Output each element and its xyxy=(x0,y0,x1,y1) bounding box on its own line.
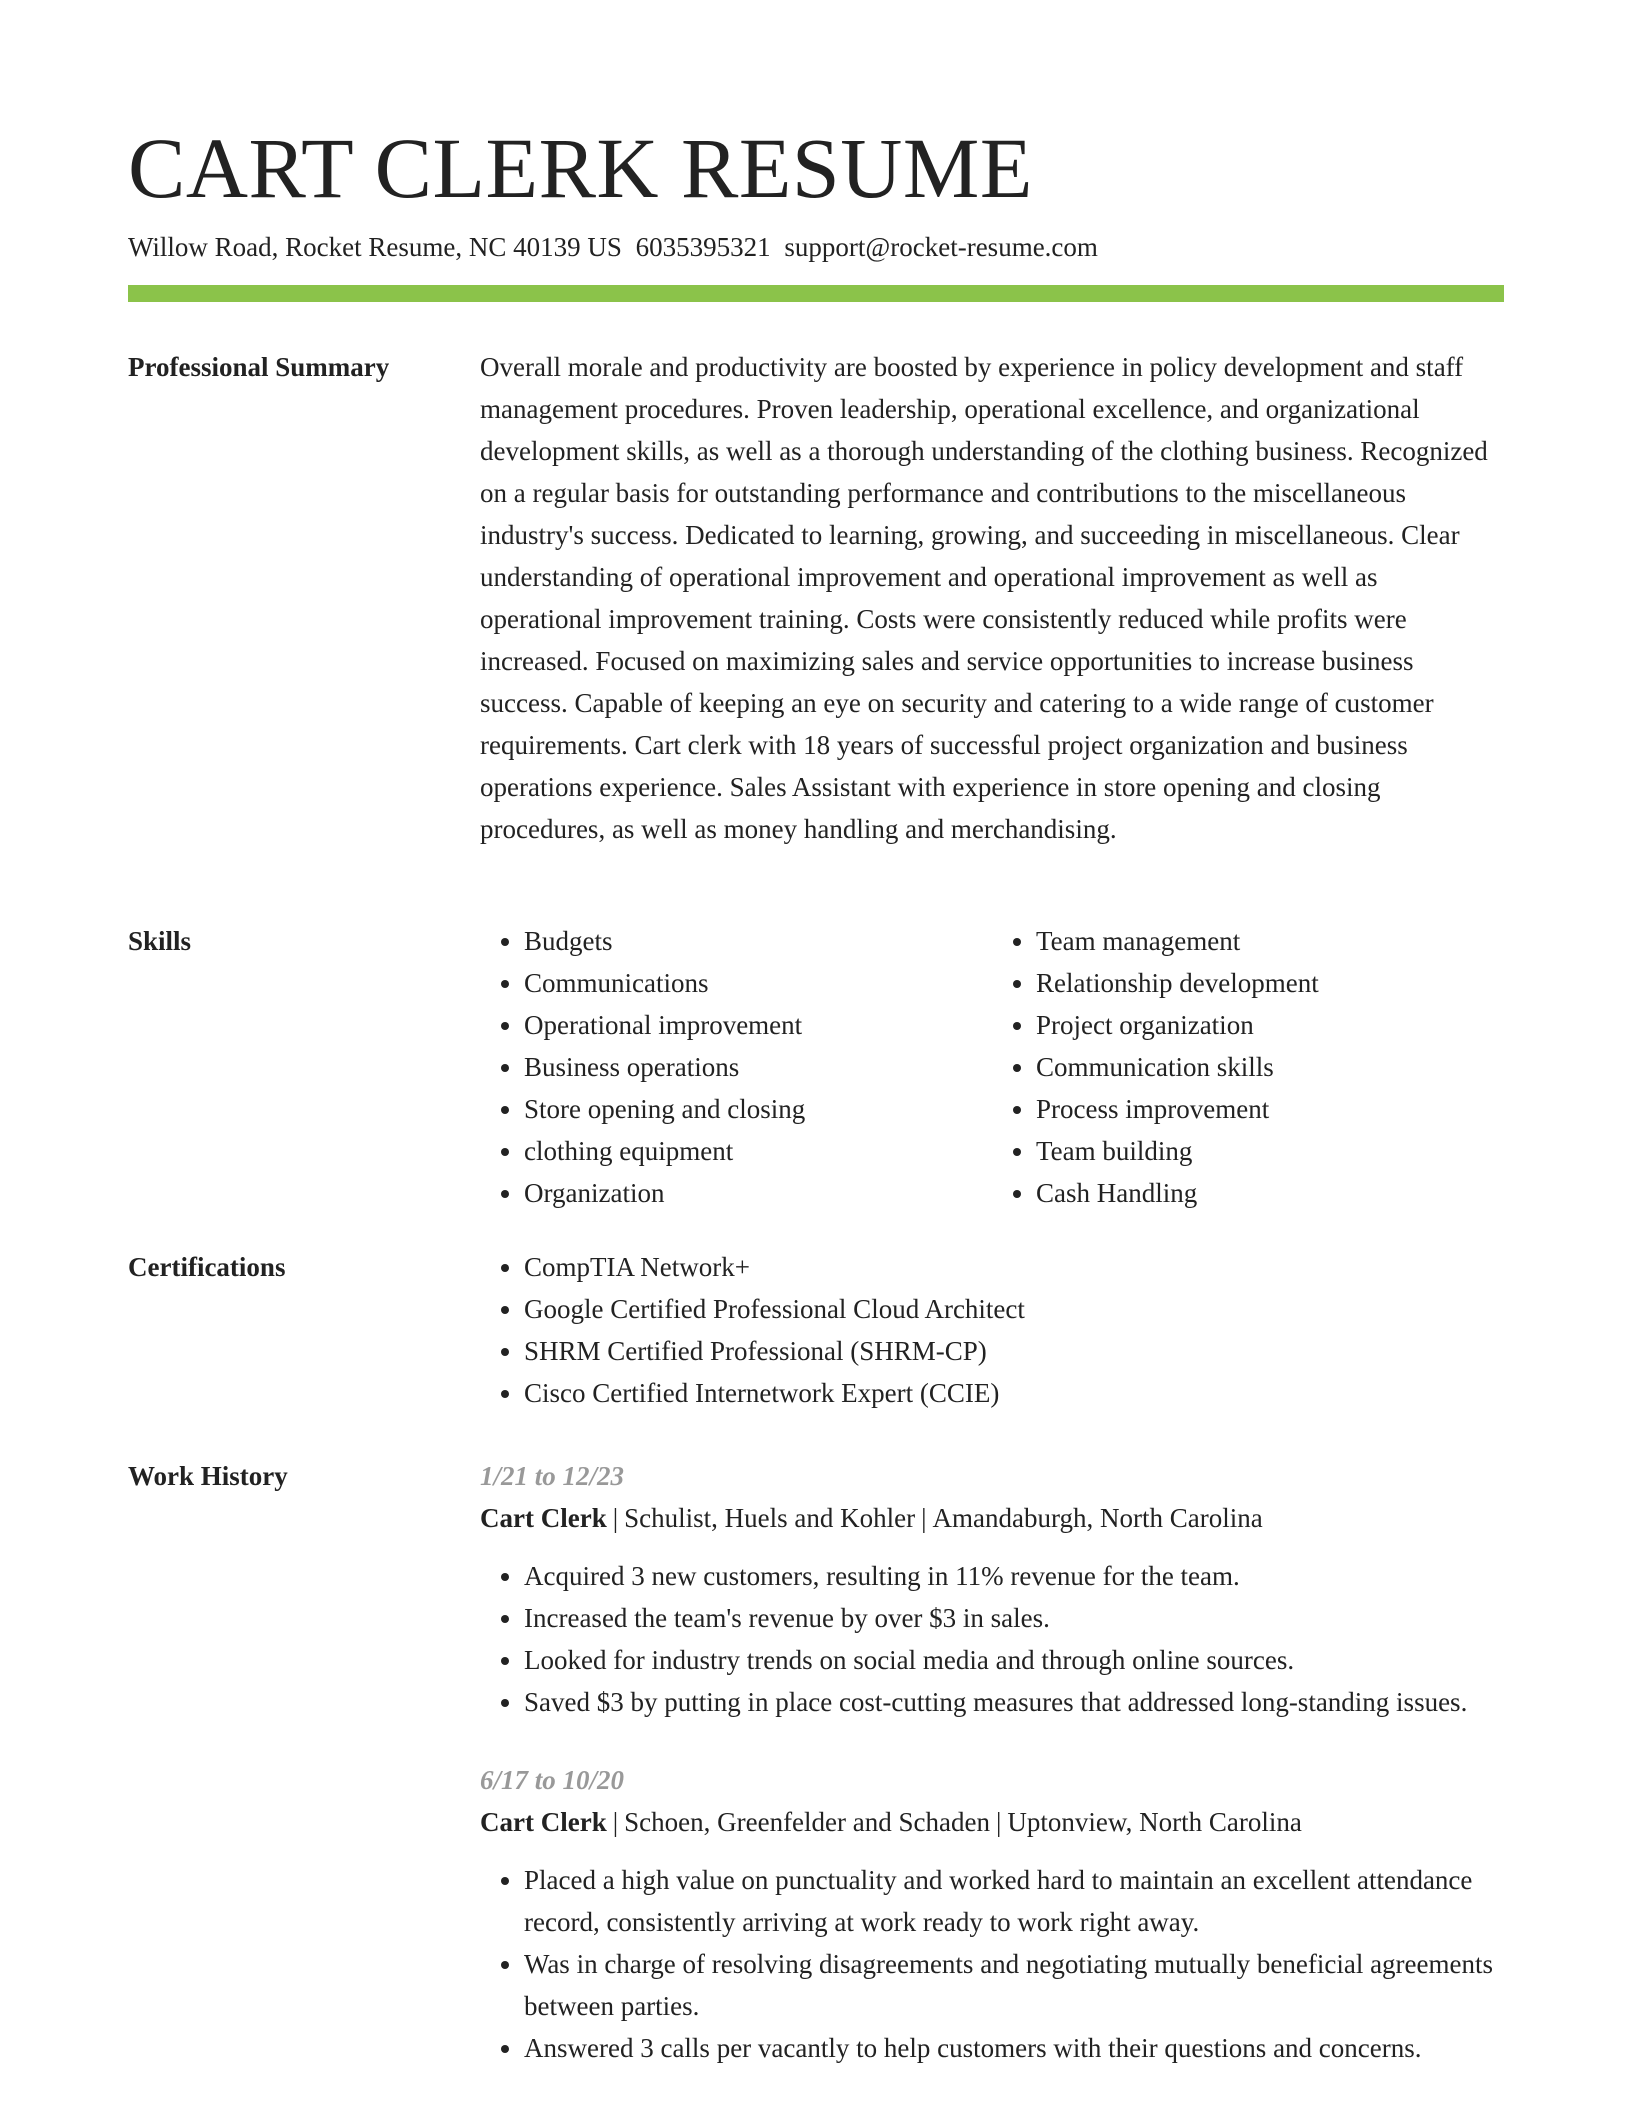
skill-item: • Cash Handling xyxy=(1036,1172,1504,1214)
certification-item: • CompTIA Network+ xyxy=(524,1246,1504,1288)
skill-item: • Operational improvement xyxy=(524,1004,992,1046)
job-dates: 1/21 to 12/23 xyxy=(480,1461,625,1491)
skill-item: • Business operations xyxy=(524,1046,992,1088)
work-history-heading: Work History xyxy=(128,1461,288,1491)
job-bullet: • Placed a high value on punctuality and worked hard to maintain an excellent attendance record, consistently arriving at work ready to work right away. xyxy=(524,1859,1504,1943)
skill-item: • Budgets xyxy=(524,920,992,962)
resume-title: CART CLERK RESUME xyxy=(128,120,1033,216)
job-bullets xyxy=(480,1859,1504,2069)
job-entry xyxy=(480,1455,1504,1723)
skill-item: • Team building xyxy=(1036,1130,1504,1172)
certification-item: • Google Certified Professional Cloud Architect xyxy=(524,1288,1504,1330)
job-heading: Cart Clerk | Schulist, Huels and Kohler | Amandaburgh, North Carolina xyxy=(480,1503,1263,1533)
certifications-heading: Certifications xyxy=(128,1252,286,1282)
resume-header xyxy=(128,118,1504,264)
accent-divider xyxy=(128,285,1504,302)
job-company: Schulist, Huels and Kohler xyxy=(624,1503,916,1533)
skills-list-right xyxy=(992,920,1504,1214)
job-company: Schoen, Greenfelder and Schaden xyxy=(624,1807,990,1837)
skill-item: • Team management xyxy=(1036,920,1504,962)
skill-item: • Project organization xyxy=(1036,1004,1504,1046)
job-location: Amandaburgh, North Carolina xyxy=(932,1503,1263,1533)
job-title: Cart Clerk xyxy=(480,1503,607,1533)
skill-item: • Organization xyxy=(524,1172,992,1214)
skill-item: • Communication skills xyxy=(1036,1046,1504,1088)
summary-text: Overall morale and productivity are boosted by experience in policy development and staff management procedures. Proven leadership, operational excellence, and organizational development skills, as well as a thorough understanding of the clothing business. Recognized on a regular basis for outstanding performance and contributions to the miscellaneous industry's success. Dedicated to learning, growing, and succeeding in miscellaneous. Clear understanding of operational improvement and operational improvement as well as operational improvement training. Costs were consistently reduced while profits were increased. Focused on maximizing sales and service opportunities to increase business success. Capable of keeping an eye on security and catering to a wide range of customer requirements. Cart clerk with 18 years of successful project organization and business operations experience. Sales Assistant with experience in store opening and closing procedures, as well as money handling and merchandising. xyxy=(480,352,1488,844)
skills-heading: Skills xyxy=(128,926,192,956)
job-bullet: • Increased the team's revenue by over $3 in sales. xyxy=(524,1597,1504,1639)
job-bullet: • Answered 3 calls per vacantly to help customers with their questions and concerns. xyxy=(524,2027,1504,2069)
contact-email: support@rocket-resume.com xyxy=(784,232,1098,262)
job-bullet: • Saved $3 by putting in place cost-cutting measures that addressed long-standing issues. xyxy=(524,1681,1504,1723)
skill-item: • Process improvement xyxy=(1036,1088,1504,1130)
job-bullet: • Looked for industry trends on social media and through online sources. xyxy=(524,1639,1504,1681)
contact-phone: 6035395321 xyxy=(635,232,771,262)
certification-item: • Cisco Certified Internetwork Expert (CCIE) xyxy=(524,1372,1504,1414)
skill-item: • clothing equipment xyxy=(524,1130,992,1172)
summary-heading: Professional Summary xyxy=(128,352,390,382)
skills-list-left xyxy=(480,920,992,1214)
certifications-body xyxy=(480,1246,1504,1414)
skill-item: • Store opening and closing xyxy=(524,1088,992,1130)
job-bullet: • Was in charge of resolving disagreements and negotiating mutually beneficial agreements between parties. xyxy=(524,1943,1504,2027)
work-history-body xyxy=(480,1455,1504,2105)
contact-line xyxy=(128,230,1504,264)
certifications-list xyxy=(480,1246,1504,1414)
job-location: Uptonview, North Carolina xyxy=(1007,1807,1302,1837)
skill-item: • Communications xyxy=(524,962,992,1004)
job-entry xyxy=(480,1759,1504,2069)
contact-address: Willow Road, Rocket Resume, NC 40139 US xyxy=(128,232,622,262)
job-title: Cart Clerk xyxy=(480,1807,607,1837)
job-bullets xyxy=(480,1555,1504,1723)
job-bullet: • Acquired 3 new customers, resulting in 11% revenue for the team. xyxy=(524,1555,1504,1597)
job-heading: Cart Clerk | Schoen, Greenfelder and Schaden | Uptonview, North Carolina xyxy=(480,1807,1302,1837)
certification-item: • SHRM Certified Professional (SHRM-CP) xyxy=(524,1330,1504,1372)
skill-item: • Relationship development xyxy=(1036,962,1504,1004)
summary-body xyxy=(480,346,1504,850)
skills-body xyxy=(480,920,1504,1214)
job-dates: 6/17 to 10/20 xyxy=(480,1765,625,1795)
skills-grid xyxy=(480,920,1504,1214)
